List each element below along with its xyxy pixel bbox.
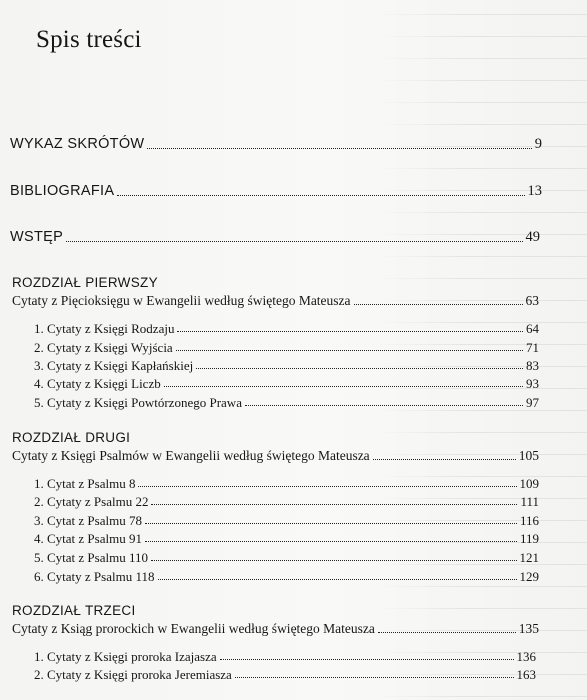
toc-entry-label: 2. Cytaty z Księgi Wyjścia	[34, 340, 173, 355]
dot-leader	[151, 504, 517, 505]
toc-entry-label: Cytaty z Ksiąg prorockich w Ewangelii według świętego Mateusza	[12, 621, 375, 636]
dot-leader	[176, 350, 523, 351]
toc-entry-introduction	[10, 230, 540, 245]
dot-leader	[373, 459, 516, 460]
toc-entry-label: 1. Cytaty z Księgi Rodzaju	[34, 321, 175, 336]
dot-leader	[147, 148, 531, 149]
toc-item	[34, 495, 539, 508]
toc-entry-page: 49	[525, 229, 540, 245]
dot-leader	[164, 386, 523, 387]
dot-leader	[138, 486, 516, 487]
toc-entry-page: 71	[526, 340, 539, 355]
toc-entry-page: 136	[516, 649, 536, 664]
toc-item	[34, 322, 539, 335]
dot-leader	[177, 331, 523, 332]
toc-entry-label: 5. Cytaty z Księgi Powtórzonego Prawa	[34, 395, 242, 410]
toc-entry-label: 2. Cytaty z Psalmu 22	[34, 494, 149, 509]
toc-entry-label: 6. Cytaty z Psalmu 118	[34, 569, 155, 584]
toc-item	[34, 650, 536, 663]
toc-entry-label: Cytaty z Księgi Psalmów w Ewangelii według świętego Mateusza	[12, 448, 370, 463]
dot-leader	[354, 304, 523, 305]
toc-item	[34, 477, 539, 490]
toc-entry-label: 4. Cytaty z Księgi Liczb	[34, 376, 161, 391]
toc-entry-page: 129	[519, 569, 539, 584]
toc-item	[34, 377, 539, 390]
toc-entry-page: 116	[519, 513, 539, 528]
toc-item	[34, 341, 539, 354]
toc-entry-page: 109	[519, 476, 539, 491]
toc-entry-page: 163	[516, 667, 536, 682]
toc-item	[34, 359, 539, 372]
toc-entry-label: WSTĘP	[10, 229, 64, 245]
chapter-subtitle-entry	[12, 622, 539, 636]
toc-entry-label: 1. Cytaty z Księgi proroka Izajasza	[34, 649, 217, 664]
toc-entry-bibliography	[10, 184, 542, 199]
toc-item	[34, 396, 539, 409]
toc-entry-label: 1. Cytat z Psalmu 8	[34, 476, 136, 491]
dot-leader	[145, 523, 517, 524]
toc-item	[34, 532, 539, 545]
toc-title: Spis treści	[36, 26, 142, 53]
toc-entry-page: 13	[527, 183, 542, 199]
dot-leader	[145, 541, 517, 542]
toc-item	[34, 551, 539, 564]
chapter-subtitle-entry	[12, 449, 539, 463]
toc-entry-page: 83	[526, 358, 539, 373]
dot-leader	[158, 579, 517, 580]
toc-entry-page: 111	[520, 494, 539, 509]
toc-entry-label: 4. Cytat z Psalmu 91	[34, 531, 142, 546]
toc-item	[34, 514, 539, 527]
toc-entry-page: 93	[526, 376, 539, 391]
toc-entry-page: 135	[518, 621, 539, 636]
toc-entry-label: Cytaty z Pięcioksięgu w Ewangelii według świętego Mateusza	[12, 293, 351, 308]
chapter-subtitle-entry	[12, 294, 539, 308]
dot-leader	[151, 560, 517, 561]
toc-entry-page: 97	[526, 395, 539, 410]
dot-leader	[235, 677, 514, 678]
toc-entry-label: 3. Cytaty z Księgi Kapłańskiej	[34, 358, 194, 373]
toc-entry-page: 105	[518, 448, 539, 463]
toc-entry-abbreviations	[10, 137, 542, 152]
toc-entry-label: BIBLIOGRAFIA	[10, 183, 115, 199]
toc-entry-page: 119	[519, 531, 539, 546]
toc-entry-label: WYKAZ SKRÓTÓW	[10, 136, 145, 152]
dot-leader	[66, 241, 522, 242]
toc-entry-label: 3. Cytat z Psalmu 78	[34, 513, 142, 528]
toc-entry-page: 9	[534, 136, 542, 152]
toc-entry-page: 64	[526, 321, 539, 336]
toc-item	[34, 668, 536, 681]
dot-leader	[220, 659, 514, 660]
toc-entry-label: 5. Cytat z Psalmu 110	[34, 550, 148, 565]
toc-entry-page: 121	[519, 550, 539, 565]
dot-leader	[245, 405, 523, 406]
toc-entry-label: 2. Cytaty z Księgi proroka Jeremiasza	[34, 667, 232, 682]
dot-leader	[378, 632, 516, 633]
chapter-heading: ROZDZIAŁ TRZECI	[12, 603, 136, 618]
dot-leader	[117, 195, 524, 196]
chapter-heading: ROZDZIAŁ PIERWSZY	[12, 275, 158, 290]
toc-item	[34, 570, 539, 583]
chapter-heading: ROZDZIAŁ DRUGI	[12, 430, 131, 445]
dot-leader	[196, 368, 523, 369]
toc-entry-page: 63	[525, 293, 539, 308]
